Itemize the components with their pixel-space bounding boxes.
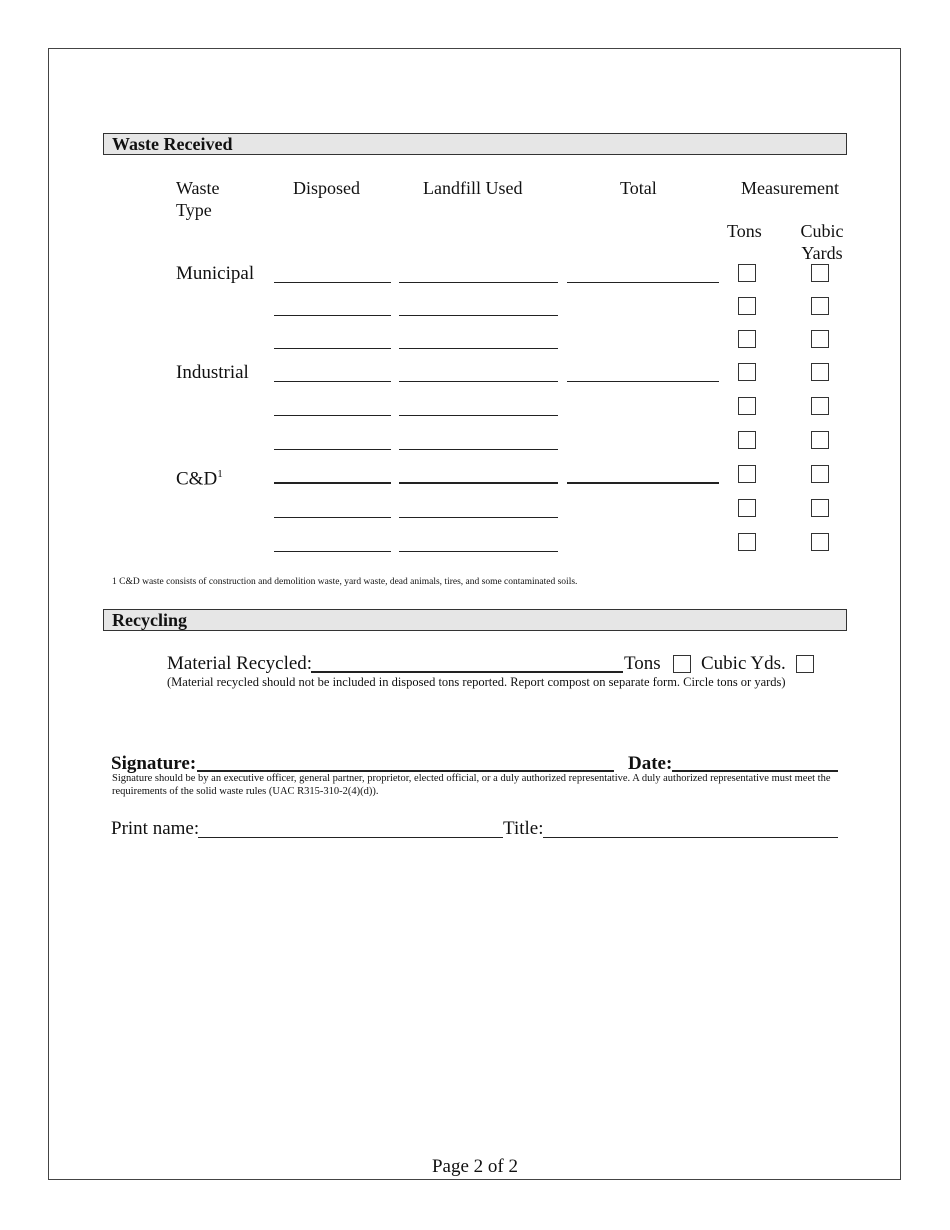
cd-footnote-mark: 1 [217,468,223,480]
municipal-yards-checkbox-1[interactable] [811,264,829,282]
industrial-total-line[interactable] [567,381,719,382]
title-line[interactable] [543,837,838,838]
industrial-tons-checkbox-3[interactable] [738,431,756,449]
recycling-cubic-yds-label: Cubic Yds. [701,653,786,674]
industrial-landfill-line-1[interactable] [399,381,558,382]
signature-label: Signature: [111,753,197,774]
date-line[interactable] [672,770,838,772]
print-name-line[interactable] [198,837,503,838]
print-name-label: Print name: [111,818,200,839]
col-disposed: Disposed [293,178,360,198]
industrial-tons-checkbox-2[interactable] [738,397,756,415]
municipal-disposed-line-1[interactable] [274,282,391,283]
col-total: Total [620,178,657,198]
row-label-cd [176,463,223,490]
cd-disposed-line-3[interactable] [274,551,391,552]
signature-line[interactable] [197,770,614,772]
recycling-note: (Material recycled should not be included in disposed tons reported. Report compost on separate form. Circle tons or yards) [167,675,786,689]
material-recycled-label: Material Recycled: [167,653,313,674]
cd-disposed-line-1[interactable] [274,482,391,484]
cd-yards-checkbox-3[interactable] [811,533,829,551]
industrial-yards-checkbox-2[interactable] [811,397,829,415]
cd-total-line[interactable] [567,482,719,484]
recycling-tons-checkbox[interactable] [673,655,691,673]
industrial-disposed-line-1[interactable] [274,381,391,382]
recycling-cubic-yds-checkbox[interactable] [796,655,814,673]
cd-disposed-line-2[interactable] [274,517,391,518]
industrial-tons-checkbox-1[interactable] [738,363,756,381]
cd-tons-checkbox-2[interactable] [738,499,756,517]
municipal-yards-checkbox-2[interactable] [811,297,829,315]
cd-landfill-line-2[interactable] [399,517,558,518]
cd-landfill-line-3[interactable] [399,551,558,552]
recycling-header: Recycling [103,609,847,631]
cd-yards-checkbox-1[interactable] [811,465,829,483]
industrial-yards-checkbox-3[interactable] [811,431,829,449]
col-waste-type: Waste Type [176,178,220,220]
municipal-yards-checkbox-3[interactable] [811,330,829,348]
recycling-tons-label: Tons [624,653,661,674]
municipal-tons-checkbox-2[interactable] [738,297,756,315]
col-tons: Tons [727,221,762,241]
industrial-disposed-line-3[interactable] [274,449,391,450]
cd-footnote: 1 C&D waste consists of construction and demolition waste, yard waste, dead animals, tires, and some contaminated soils. [112,577,578,587]
industrial-disposed-line-2[interactable] [274,415,391,416]
waste-received-header: Waste Received [103,133,847,155]
municipal-tons-checkbox-3[interactable] [738,330,756,348]
cd-tons-checkbox-3[interactable] [738,533,756,551]
row-label-municipal: Municipal [176,263,255,284]
industrial-landfill-line-3[interactable] [399,449,558,450]
col-landfill-used: Landfill Used [423,178,523,198]
municipal-total-line[interactable] [567,282,719,283]
cd-tons-checkbox-1[interactable] [738,465,756,483]
material-recycled-line[interactable] [311,671,623,673]
signature-note: Signature should be by an executive officer, general partner, proprietor, elected official, or a duly authorized representative. A duly authorized representative must meet the requirements of the solid waste rules (UAC R315-310-2(4)(d)). [112,773,831,797]
col-measurement: Measurement [741,178,839,198]
municipal-tons-checkbox-1[interactable] [738,264,756,282]
industrial-yards-checkbox-1[interactable] [811,363,829,381]
municipal-landfill-line-2[interactable] [399,315,558,316]
col-cubic-yards: Cubic Yards [800,221,844,263]
municipal-disposed-line-2[interactable] [274,315,391,316]
date-label: Date: [628,753,673,774]
municipal-landfill-line-3[interactable] [399,348,558,349]
page-number: Page 2 of 2 [431,1156,518,1177]
municipal-disposed-line-3[interactable] [274,348,391,349]
municipal-landfill-line-1[interactable] [399,282,558,283]
row-label-industrial: Industrial [176,362,249,383]
title-label: Title: [503,818,544,839]
cd-landfill-line-1[interactable] [399,482,558,484]
cd-label-text: C&D [176,468,218,490]
industrial-landfill-line-2[interactable] [399,415,558,416]
cd-yards-checkbox-2[interactable] [811,499,829,517]
